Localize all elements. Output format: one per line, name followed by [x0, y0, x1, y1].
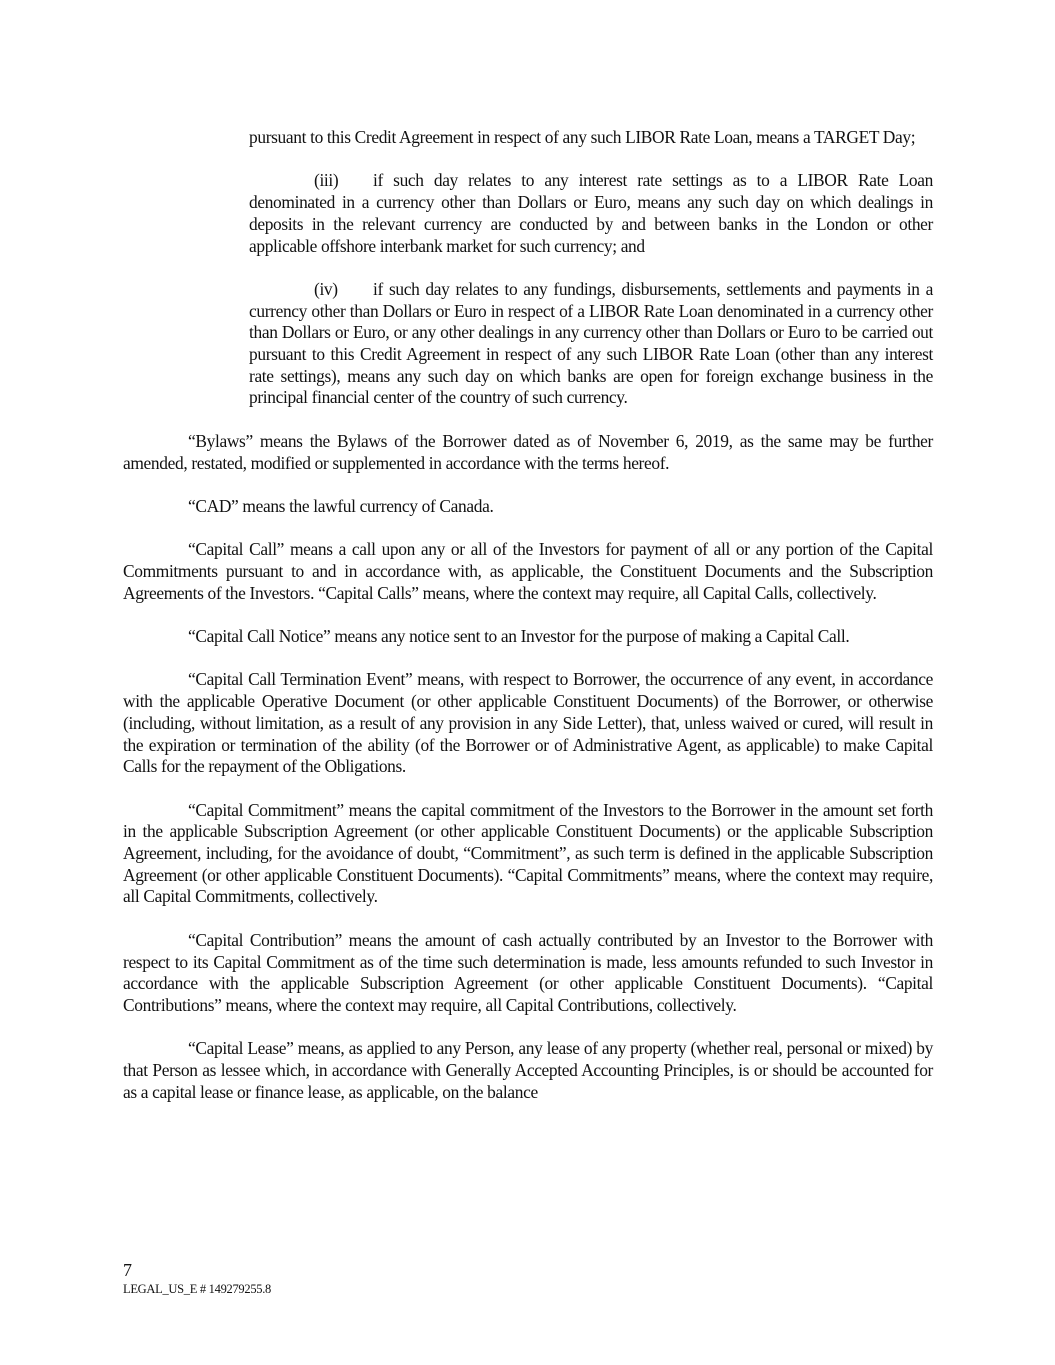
definition-capital-lease: “Capital Lease” means, as applied to any Person, any lease of any property (whether real, personal or mixed) by that Person as lessee which, in accordance with Generally Accepted Accounting Principles, is or should be accounted for as a capital lease or finance lease, as applicable, on the balance [123, 1038, 933, 1102]
clause-text: if such day relates to any interest rate settings as to a LIBOR Rate Loan denominated in a currency other than Dollars or Euro, means any such day on which dealings in deposits in the relevant currency are conducted by and between banks in the London or other applicable offshore interbank market for such currency; and [249, 170, 933, 256]
paragraph-continuation: pursuant to this Credit Agreement in respect of any such LIBOR Rate Loan, means a TARGET Day; [249, 127, 916, 147]
definition-capital-call-termination-event: “Capital Call Termination Event” means, with respect to Borrower, the occurrence of any event, in accordance with the applicable Operative Document (or other applicable Constituent Documents) of the Borrower, or otherwise (including, without limitation, as a result of any provision in any Side Letter), that, unless waived or cured, will result in the expiration or termination of the ability (of the Borrower or of Administrative Agent, as applicable) to make Capital Calls for the repayment of the Obligations. [123, 669, 933, 777]
definition-capital-commitment: “Capital Commitment” means the capital commitment of the Investors to the Borrower in the amount set forth in the applicable Subscription Agreement (or other applicable Constituent Documents) or the applicable Subscription Agreement, including, for the avoidance of doubt, “Commitment”, as such term is defined in the applicable Subscription Agreement (or other applicable Constituent Documents). “Capital Commitments” means, where the context may require, all Capital Commitments, collectively. [123, 799, 933, 907]
paragraph-clause-iii [249, 170, 933, 257]
page-number: 7 [123, 1260, 132, 1280]
document-id: LEGAL_US_E # 149279255.8 [123, 1282, 272, 1296]
definition-cad: “CAD” means the lawful currency of Canada. [188, 495, 494, 516]
page-footer [123, 1260, 271, 1298]
document-body [123, 127, 933, 1125]
definition-bylaws: “Bylaws” means the Bylaws of the Borrower dated as of November 6, 2019, as the same may be further amended, restated, modified or supplemented in accordance with the terms hereof. [123, 430, 933, 473]
definition-capital-call: “Capital Call” means a call upon any or all of the Investors for payment of all or any portion of the Capital Commitments pursuant to and in accordance with, as applicable, the Constituent Documents and the Subscription Agreements of the Investors. “Capital Calls” means, where the context may require, all Capital Calls, collectively. [123, 539, 933, 603]
paragraph-clause-iv [249, 279, 933, 409]
definition-capital-call-notice: “Capital Call Notice” means any notice sent to an Investor for the purpose of making a Capital Call. [188, 626, 850, 647]
clause-label: (iii) [314, 170, 339, 191]
clause-label: (iv) [314, 278, 338, 299]
clause-text: if such day relates to any fundings, disbursements, settlements and payments in a currency other than Dollars or Euro in respect of a LIBOR Rate Loan denominated in a currency other than Dollars or Euro, or any other dealings in any currency other than Dollars or Euro to be carried out pursuant to this Credit Agreement in respect of any such LIBOR Rate Loan (other than any interest rate settings), means any such day on which banks are open for foreign exchange business in the principal financial center of the country of such currency. [249, 278, 933, 408]
definition-capital-contribution: “Capital Contribution” means the amount of cash actually contributed by an Investor to the Borrower with respect to its Capital Commitment as of the time such determination is made, less amounts refunded to such Investor in accordance with the applicable Subscription Agreement (or other applicable Constituent Documents). “Capital Contributions” means, where the context may require, all Capital Contributions, collectively. [123, 929, 933, 1015]
